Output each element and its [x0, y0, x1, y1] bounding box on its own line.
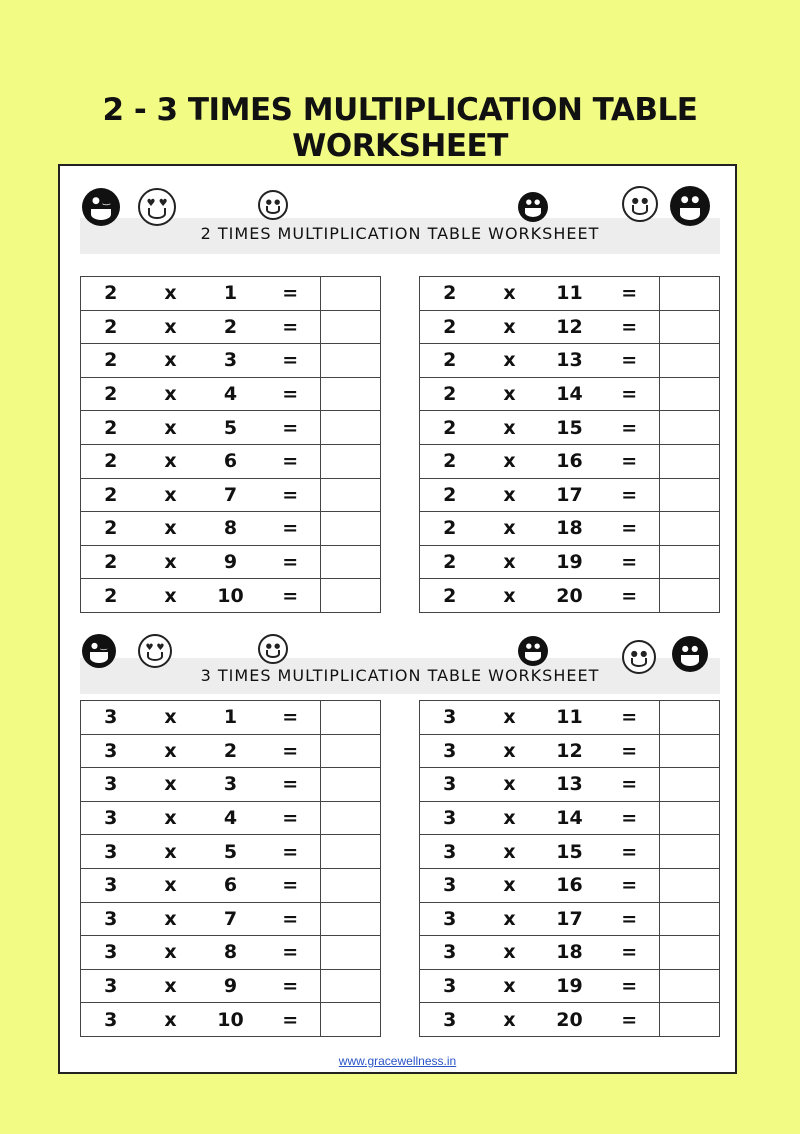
page-title: 2 - 3 TIMES MULTIPLICATION TABLE WORKSHEET: [102, 92, 698, 164]
multiplicand-cell: 3: [81, 801, 141, 835]
answer-box[interactable]: [660, 902, 720, 936]
multiplicand-cell: 2: [420, 377, 480, 411]
multiplicand-cell: 2: [420, 579, 480, 613]
equals-cell: =: [600, 902, 660, 936]
equals-cell: =: [600, 310, 660, 344]
operator-cell: x: [141, 701, 201, 735]
multiplicand-cell: 3: [420, 801, 480, 835]
answer-box[interactable]: [660, 344, 720, 378]
table-row: [81, 902, 381, 936]
equals-cell: =: [600, 768, 660, 802]
equals-cell: =: [600, 701, 660, 735]
multiplicand-cell: 3: [420, 835, 480, 869]
multiplier-cell: 16: [540, 868, 600, 902]
multiplicand-cell: 2: [81, 377, 141, 411]
equals-cell: =: [261, 478, 321, 512]
multiplier-cell: 16: [540, 444, 600, 478]
multiplicand-cell: 3: [81, 902, 141, 936]
multiplicand-cell: 2: [420, 277, 480, 311]
operator-cell: x: [480, 444, 540, 478]
answer-box[interactable]: [321, 512, 381, 546]
multiplier-cell: 19: [540, 969, 600, 1003]
equals-cell: =: [261, 701, 321, 735]
equals-cell: =: [600, 545, 660, 579]
equals-cell: =: [600, 344, 660, 378]
operator-cell: x: [480, 734, 540, 768]
answer-box[interactable]: [660, 734, 720, 768]
operator-cell: x: [480, 478, 540, 512]
multiplier-cell: 8: [201, 936, 261, 970]
answer-box[interactable]: [321, 801, 381, 835]
operator-cell: x: [480, 344, 540, 378]
answer-box[interactable]: [660, 768, 720, 802]
multiplier-cell: 7: [201, 478, 261, 512]
multiplier-cell: 20: [540, 1003, 600, 1037]
equals-cell: =: [261, 411, 321, 445]
multiplicand-cell: 3: [420, 868, 480, 902]
smile-face-icon: ● ●: [258, 634, 288, 664]
operator-cell: x: [480, 902, 540, 936]
equals-cell: =: [600, 801, 660, 835]
operator-cell: x: [480, 512, 540, 546]
table-row: [81, 411, 381, 445]
multiplicand-cell: 2: [81, 512, 141, 546]
equals-cell: =: [261, 344, 321, 378]
operator-cell: x: [480, 310, 540, 344]
table-row: [420, 411, 720, 445]
multiplier-cell: 4: [201, 801, 261, 835]
operator-cell: x: [480, 969, 540, 1003]
equals-cell: =: [261, 902, 321, 936]
multiplier-cell: 14: [540, 801, 600, 835]
operator-cell: x: [480, 701, 540, 735]
smile-face-icon: ● ●: [258, 190, 288, 220]
multiplication-table-left: [80, 276, 381, 613]
answer-box[interactable]: [660, 411, 720, 445]
answer-box[interactable]: [321, 768, 381, 802]
equals-cell: =: [261, 444, 321, 478]
table-row: [420, 969, 720, 1003]
table-row: [420, 512, 720, 546]
operator-cell: x: [141, 512, 201, 546]
operator-cell: x: [141, 579, 201, 613]
table-row: [420, 734, 720, 768]
multiplicand-cell: 2: [420, 310, 480, 344]
happy-face-icon: ● ●: [518, 636, 548, 666]
multiplicand-cell: 2: [81, 344, 141, 378]
operator-cell: x: [141, 444, 201, 478]
multiplicand-cell: 2: [81, 277, 141, 311]
table-row: [81, 545, 381, 579]
equals-cell: =: [261, 768, 321, 802]
equals-cell: =: [261, 936, 321, 970]
table-row: [420, 579, 720, 613]
equals-cell: =: [261, 835, 321, 869]
multiplier-cell: 1: [201, 701, 261, 735]
multiplier-cell: 11: [540, 277, 600, 311]
answer-box[interactable]: [321, 310, 381, 344]
multiplicand-cell: 2: [420, 512, 480, 546]
equals-cell: =: [261, 377, 321, 411]
answer-box[interactable]: [321, 579, 381, 613]
table-row: [420, 478, 720, 512]
operator-cell: x: [480, 768, 540, 802]
operator-cell: x: [480, 411, 540, 445]
multiplication-table-left: [80, 700, 381, 1037]
table-row: [420, 835, 720, 869]
table-row: [420, 1003, 720, 1037]
multiplicand-cell: 3: [420, 1003, 480, 1037]
table-row: [81, 835, 381, 869]
multiplicand-cell: 3: [81, 701, 141, 735]
multiplicand-cell: 2: [420, 545, 480, 579]
answer-box[interactable]: [321, 545, 381, 579]
multiplier-cell: 9: [201, 545, 261, 579]
answer-box[interactable]: [660, 478, 720, 512]
multiplicand-cell: 3: [81, 835, 141, 869]
multiplier-cell: 3: [201, 344, 261, 378]
table-row: [420, 344, 720, 378]
table-row: [81, 734, 381, 768]
equals-cell: =: [600, 512, 660, 546]
table-row: [81, 936, 381, 970]
table-row: [81, 478, 381, 512]
table-row: [81, 310, 381, 344]
multiplicand-cell: 2: [81, 478, 141, 512]
table-row: [420, 444, 720, 478]
equals-cell: =: [600, 1003, 660, 1037]
equals-cell: =: [261, 1003, 321, 1037]
equals-cell: =: [600, 579, 660, 613]
multiplier-cell: 10: [201, 1003, 261, 1037]
multiplier-cell: 12: [540, 310, 600, 344]
multiplier-cell: 17: [540, 478, 600, 512]
operator-cell: x: [141, 768, 201, 802]
table-row: [420, 545, 720, 579]
operator-cell: x: [480, 377, 540, 411]
multiplicand-cell: 2: [81, 411, 141, 445]
equals-cell: =: [261, 512, 321, 546]
answer-box[interactable]: [660, 868, 720, 902]
equals-cell: =: [261, 545, 321, 579]
table-row: [81, 277, 381, 311]
equals-cell: =: [261, 801, 321, 835]
answer-box[interactable]: [660, 969, 720, 1003]
table-row: [81, 444, 381, 478]
multiplier-cell: 6: [201, 868, 261, 902]
equals-cell: =: [600, 411, 660, 445]
multiplicand-cell: 2: [420, 411, 480, 445]
multiplication-table-right: [419, 276, 720, 613]
operator-cell: x: [141, 277, 201, 311]
equals-cell: =: [600, 734, 660, 768]
multiplier-cell: 10: [201, 579, 261, 613]
equals-cell: =: [600, 969, 660, 1003]
answer-box[interactable]: [321, 377, 381, 411]
multiplicand-cell: 3: [420, 936, 480, 970]
multiplier-cell: 18: [540, 512, 600, 546]
multiplier-cell: 5: [201, 411, 261, 445]
operator-cell: x: [141, 344, 201, 378]
multiplier-cell: 2: [201, 734, 261, 768]
multiplicand-cell: 3: [420, 768, 480, 802]
table-row: [81, 1003, 381, 1037]
multiplicand-cell: 2: [420, 478, 480, 512]
multiplicand-cell: 3: [81, 734, 141, 768]
multiplier-cell: 13: [540, 344, 600, 378]
answer-box[interactable]: [660, 701, 720, 735]
multiplier-cell: 3: [201, 768, 261, 802]
table-row: [81, 512, 381, 546]
answer-box[interactable]: [321, 478, 381, 512]
multiplier-cell: 14: [540, 377, 600, 411]
table-row: [81, 768, 381, 802]
operator-cell: x: [141, 734, 201, 768]
multiplicand-cell: 2: [81, 579, 141, 613]
multiplicand-cell: 2: [420, 444, 480, 478]
multiplicand-cell: 3: [81, 868, 141, 902]
answer-box[interactable]: [321, 411, 381, 445]
multiplicand-cell: 3: [81, 936, 141, 970]
smile-face-icon: ● ●: [622, 640, 656, 674]
multiplicand-cell: 3: [420, 969, 480, 1003]
operator-cell: x: [480, 1003, 540, 1037]
answer-box[interactable]: [660, 277, 720, 311]
multiplicand-cell: 3: [420, 734, 480, 768]
multiplier-cell: 11: [540, 701, 600, 735]
answer-box[interactable]: [660, 545, 720, 579]
table-row: [81, 377, 381, 411]
multiplier-cell: 17: [540, 902, 600, 936]
answer-box[interactable]: [660, 310, 720, 344]
equals-cell: =: [261, 579, 321, 613]
multiplier-cell: 5: [201, 835, 261, 869]
operator-cell: x: [141, 411, 201, 445]
multiplicand-cell: 3: [420, 902, 480, 936]
multiplicand-cell: 3: [420, 701, 480, 735]
multiplier-cell: 15: [540, 835, 600, 869]
equals-cell: =: [600, 478, 660, 512]
multiplier-cell: 2: [201, 310, 261, 344]
operator-cell: x: [141, 902, 201, 936]
answer-box[interactable]: [660, 835, 720, 869]
multiplier-cell: 12: [540, 734, 600, 768]
worksheet-sheet: [58, 164, 737, 1074]
table-row: [420, 936, 720, 970]
table-row: [420, 377, 720, 411]
operator-cell: x: [480, 801, 540, 835]
answer-box[interactable]: [321, 868, 381, 902]
table-row: [81, 868, 381, 902]
answer-box[interactable]: [321, 444, 381, 478]
operator-cell: x: [480, 277, 540, 311]
equals-cell: =: [600, 277, 660, 311]
answer-box[interactable]: [321, 902, 381, 936]
answer-box[interactable]: [321, 1003, 381, 1037]
operator-cell: x: [480, 579, 540, 613]
multiplier-cell: 9: [201, 969, 261, 1003]
equals-cell: =: [261, 868, 321, 902]
answer-box[interactable]: [660, 512, 720, 546]
table-row: [81, 701, 381, 735]
wink-face-icon: ● ‿: [82, 188, 120, 226]
operator-cell: x: [141, 868, 201, 902]
answer-box[interactable]: [321, 277, 381, 311]
table-row: [420, 768, 720, 802]
multiplication-table-right: [419, 700, 720, 1037]
table-row: [81, 801, 381, 835]
multiplier-cell: 18: [540, 936, 600, 970]
multiplier-cell: 15: [540, 411, 600, 445]
multiplier-cell: 7: [201, 902, 261, 936]
answer-box[interactable]: [321, 835, 381, 869]
equals-cell: =: [600, 868, 660, 902]
operator-cell: x: [141, 545, 201, 579]
heart-eyes-face-icon: ♥ ♥: [138, 188, 176, 226]
table-row: [81, 969, 381, 1003]
operator-cell: x: [480, 545, 540, 579]
answer-box[interactable]: [660, 1003, 720, 1037]
operator-cell: x: [480, 936, 540, 970]
multiplicand-cell: 3: [81, 1003, 141, 1037]
operator-cell: x: [141, 835, 201, 869]
operator-cell: x: [141, 801, 201, 835]
multiplier-cell: 13: [540, 768, 600, 802]
multiplier-cell: 6: [201, 444, 261, 478]
smile-face-icon: ● ●: [622, 186, 658, 222]
answer-box[interactable]: [321, 344, 381, 378]
operator-cell: x: [141, 1003, 201, 1037]
equals-cell: =: [261, 310, 321, 344]
multiplier-cell: 20: [540, 579, 600, 613]
happy-face-icon: ● ●: [518, 192, 548, 222]
grin-face-icon: ● ●: [672, 636, 708, 672]
heart-eyes-face-icon: ♥ ♥: [138, 634, 172, 668]
operator-cell: x: [141, 936, 201, 970]
multiplier-cell: 1: [201, 277, 261, 311]
equals-cell: =: [261, 277, 321, 311]
multiplier-cell: 4: [201, 377, 261, 411]
multiplicand-cell: 2: [81, 444, 141, 478]
answer-box[interactable]: [660, 936, 720, 970]
multiplicand-cell: 3: [81, 768, 141, 802]
answer-box[interactable]: [660, 579, 720, 613]
table-row: [420, 310, 720, 344]
equals-cell: =: [600, 444, 660, 478]
answer-box[interactable]: [660, 444, 720, 478]
wink-face-icon: ● ‿: [82, 634, 116, 668]
answer-box[interactable]: [321, 701, 381, 735]
website-link[interactable]: www.gracewellness.in: [338, 1054, 457, 1068]
answer-box[interactable]: [660, 801, 720, 835]
equals-cell: =: [261, 969, 321, 1003]
multiplicand-cell: 2: [81, 545, 141, 579]
equals-cell: =: [600, 377, 660, 411]
multiplier-cell: 8: [201, 512, 261, 546]
table-row: [420, 277, 720, 311]
table-row: [81, 579, 381, 613]
operator-cell: x: [480, 835, 540, 869]
grin-face-icon: ● ●: [670, 186, 710, 226]
operator-cell: x: [480, 868, 540, 902]
answer-box[interactable]: [321, 734, 381, 768]
multiplier-cell: 19: [540, 545, 600, 579]
multiplicand-cell: 3: [81, 969, 141, 1003]
equals-cell: =: [600, 936, 660, 970]
table-row: [420, 701, 720, 735]
multiplicand-cell: 2: [81, 310, 141, 344]
operator-cell: x: [141, 969, 201, 1003]
table-row: [420, 801, 720, 835]
section-title: 3 TIMES MULTIPLICATION TABLE WORKSHEET: [200, 666, 600, 685]
answer-box[interactable]: [321, 936, 381, 970]
table-row: [420, 868, 720, 902]
operator-cell: x: [141, 310, 201, 344]
table-row: [420, 902, 720, 936]
operator-cell: x: [141, 478, 201, 512]
multiplicand-cell: 2: [420, 344, 480, 378]
answer-box[interactable]: [321, 969, 381, 1003]
equals-cell: =: [600, 835, 660, 869]
table-row: [81, 344, 381, 378]
equals-cell: =: [261, 734, 321, 768]
operator-cell: x: [141, 377, 201, 411]
section-title: 2 TIMES MULTIPLICATION TABLE WORKSHEET: [200, 224, 600, 243]
answer-box[interactable]: [660, 377, 720, 411]
